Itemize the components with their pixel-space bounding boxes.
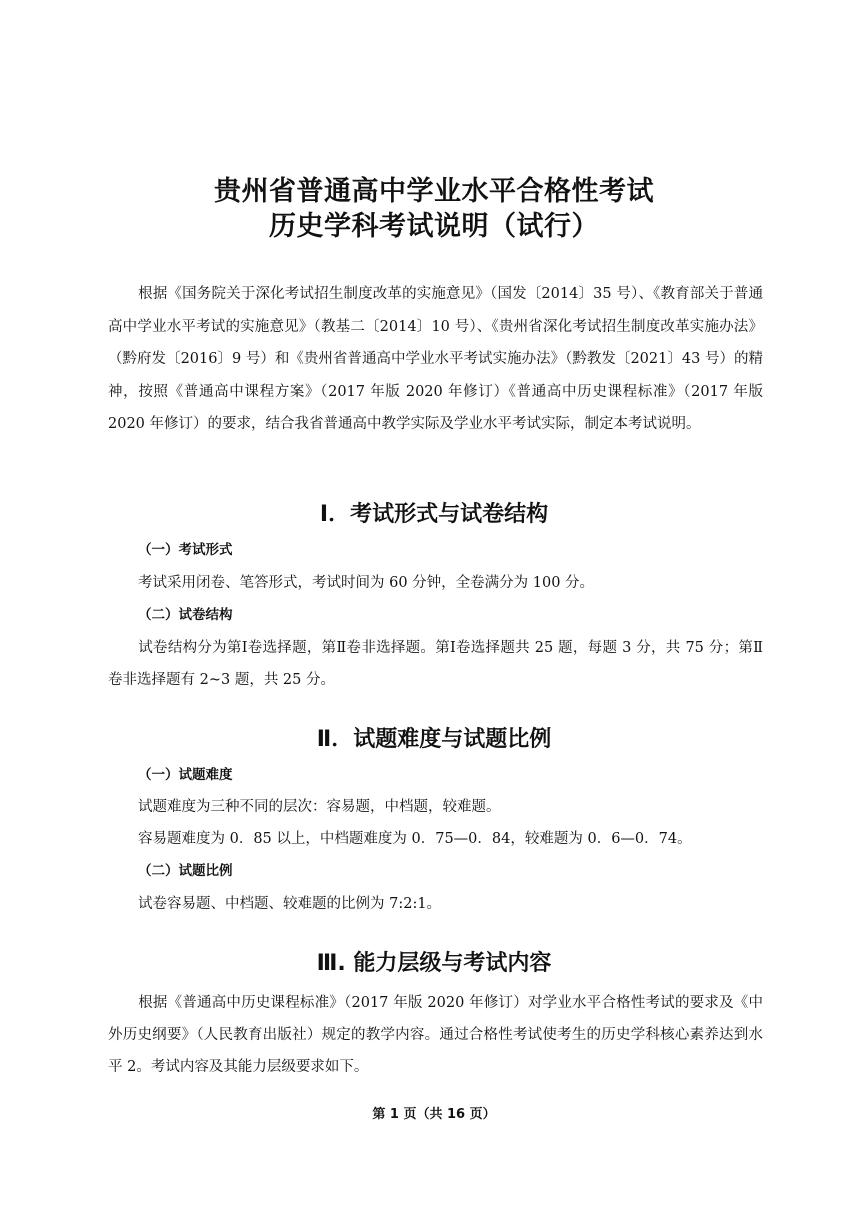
page-number-footer: 第 1 页（共 16 页） bbox=[372, 1107, 496, 1122]
question-ratio-text: 试卷容易题、中档题、较难题的比例为 7:2:1。 bbox=[138, 896, 442, 912]
subheading-question-ratio: （二）试题比例 bbox=[138, 863, 233, 879]
difficulty-values-text: 容易题难度为 0．85 以上，中档题难度为 0．75—0．84，较难题为 0．6—0．74。 bbox=[138, 831, 692, 847]
subheading-difficulty: （一）试题难度 bbox=[138, 767, 233, 783]
section-heading-exam-format: Ⅰ．考试形式与试卷结构 bbox=[319, 502, 549, 527]
ability-content-text: 根据《普通高中历史课程标准》（2017 年版 2020 年修订）对学业水平合格性考试的要求及《中外历史纲要》（人民教育出版社）规定的教学内容。通过合格性考试使考生的历史学科核心素养达到水平 2。考试内容及其能力层级要求如下。 bbox=[108, 995, 763, 1075]
intro-text: 根据《国务院关于深化考试招生制度改革的实施意见》（国发〔2014〕35 号）、《教育部关于普通高中学业水平考试的实施意见》（教基二〔2014〕10 号）、《贵州省深化考试招生制度改革实施办法》（黔府发〔2016〕9 号）和《贵州省普通高中学业水平考试实施办法》（黔教发〔2021〕43 号）的精神，按照《普通高中课程方案》（2017 年版 2020 年修订）《普通高中历史课程标准》（2017 年版 2020 年修订）的要求，结合我省普通高中教学实际及学业水平考试实际，制定本考试说明。 bbox=[108, 286, 763, 432]
document-title-line1: 贵州省普通高中学业水平合格性考试 bbox=[214, 176, 654, 207]
intro-paragraph bbox=[108, 278, 763, 441]
difficulty-levels-text: 试题难度为三种不同的层次：容易题，中档题，较难题。 bbox=[138, 799, 501, 815]
section-heading-ability-content: Ⅲ. 能力层级与考试内容 bbox=[316, 951, 552, 976]
section-heading-difficulty: Ⅱ．试题难度与试题比例 bbox=[316, 727, 552, 752]
exam-form-text: 考试采用闭卷、笔答形式，考试时间为 60 分钟，全卷满分为 100 分。 bbox=[138, 575, 595, 591]
subheading-exam-form: （一）考试形式 bbox=[138, 542, 233, 558]
document-title-line2: 历史学科考试说明（试行） bbox=[269, 211, 599, 242]
ability-content-paragraph bbox=[108, 987, 763, 1083]
paper-structure-text: 试卷结构分为第Ⅰ卷选择题，第Ⅱ卷非选择题。第Ⅰ卷选择题共 25 题，每题 3 分，共 75 分；第Ⅱ卷非选择题有 2~3 题，共 25 分。 bbox=[108, 640, 763, 688]
paper-structure-paragraph bbox=[108, 632, 763, 696]
subheading-paper-structure: （二）试卷结构 bbox=[138, 607, 233, 623]
